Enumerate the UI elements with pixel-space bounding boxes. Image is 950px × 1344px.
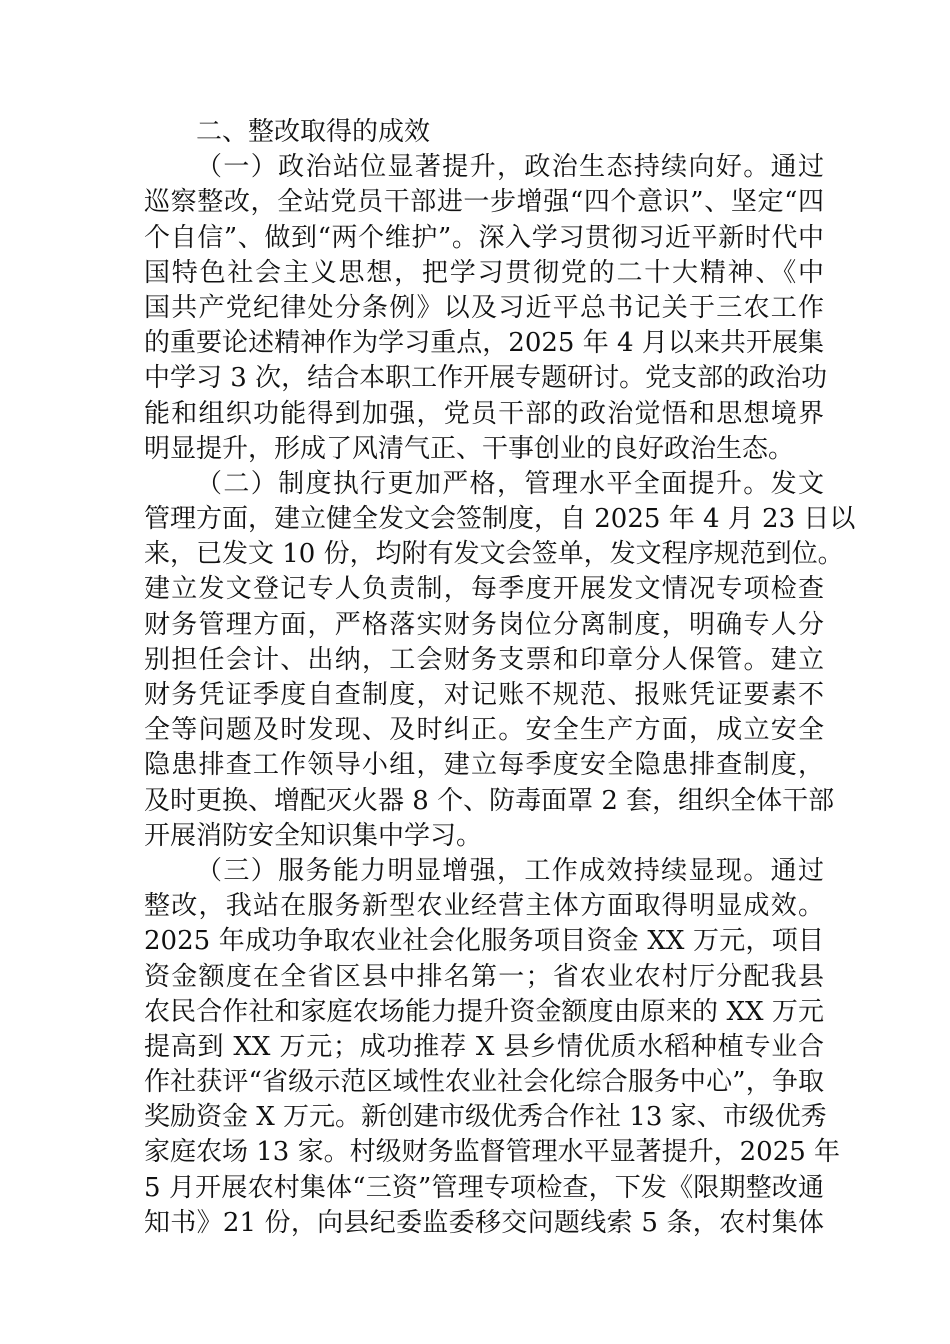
paragraph-line: 整改，我站在服务新型农业经营主体方面取得明显成效。 <box>144 891 824 922</box>
paragraph-line: 个自信”、做到“两个维护”。深入学习贯彻习近平新时代中 <box>144 222 824 253</box>
paragraph-line: 明显提升，形成了风清气正、干事创业的良好政治生态。 <box>144 433 795 464</box>
paragraph-line: 提高到 XX 万元；成功推荐 X 县乡情优质水稻种植专业合 <box>144 1031 824 1062</box>
paragraph-management <box>144 467 856 854</box>
paragraph-line: 财务管理方面，严格落实财务岗位分离制度，明确专人分 <box>144 609 824 640</box>
paragraph-line: 财务凭证季度自查制度，对记账不规范、报账凭证要素不 <box>144 680 824 710</box>
paragraph-line: （三）服务能力明显增强，工作成效持续显现。通过 <box>196 855 824 886</box>
paragraph-service <box>144 854 841 1241</box>
document-body <box>144 115 856 1241</box>
paragraph-line: 家庭农场 13 家。村级财务监督管理水平显著提升，2025 年 <box>144 1137 841 1168</box>
paragraph-line: 开展消防安全知识集中学习。 <box>144 820 483 851</box>
paragraph-political <box>144 150 828 467</box>
paragraph-line: 巡察整改，全站党员干部进一步增强“四个意识”、坚定“四 <box>144 187 824 218</box>
paragraph-line: 管理方面，建立健全发文会签制度，自 2025 年 4 月 23 日以 <box>144 504 856 535</box>
paragraph-line: 隐患排查工作领导小组，建立每季度安全隐患排查制度， <box>144 750 824 781</box>
paragraph-line: 作社获评“省级示范区域性农业社会化综合服务中心”，争取 <box>144 1067 824 1098</box>
paragraph-line: 的重要论述精神作为学习重点，2025 年 4 月以来共开展集 <box>144 328 824 359</box>
paragraph-line: 来，已发文 10 份，均附有发文会签单，发文程序规范到位。 <box>144 539 844 570</box>
section-heading: 二、整改取得的成效 <box>196 117 431 147</box>
paragraph-line: 国特色社会主义思想，把学习贯彻党的二十大精神、《中 <box>144 257 824 288</box>
paragraph-line: 5 月开展农村集体“三资”管理专项检查，下发《限期整改通 <box>144 1172 824 1203</box>
paragraph-line: 能和组织功能得到加强，党员干部的政治觉悟和思想境界 <box>144 398 824 429</box>
paragraph-line: 资金额度在全省区县中排名第一；省农业农村厅分配我县 <box>144 961 824 992</box>
paragraph-line: 中学习 3 次，结合本职工作开展专题研讨。党支部的政治功 <box>144 363 828 394</box>
paragraph-line: （一）政治站位显著提升，政治生态持续向好。通过 <box>196 152 824 183</box>
paragraph-line: 国共产党纪律处分条例》以及习近平总书记关于三农工作 <box>144 292 824 323</box>
paragraph-line: 知书》21 份，向县纪委监委移交问题线索 5 条，农村集体 <box>144 1207 824 1238</box>
paragraph-line: 及时更换、增配灭火器 8 个、防毒面罩 2 套，组织全体干部 <box>144 785 835 816</box>
paragraph-line: 全等问题及时发现、及时纠正。安全生产方面，成立安全 <box>144 715 824 746</box>
paragraph-line: 奖励资金 X 万元。新创建市级优秀合作社 13 家、市级优秀 <box>144 1102 827 1133</box>
paragraph-line: 农民合作社和家庭农场能力提升资金额度由原来的 XX 万元 <box>144 996 824 1027</box>
paragraph-line: 2025 年成功争取农业社会化服务项目资金 XX 万元，项目 <box>144 926 824 957</box>
paragraph-line: （二）制度执行更加严格，管理水平全面提升。发文 <box>196 468 824 499</box>
paragraph-line: 建立发文登记专人负责制，每季度开展发文情况专项检查 <box>144 574 824 605</box>
paragraph-line: 别担任会计、出纳，工会财务支票和印章分人保管。建立 <box>144 644 824 675</box>
